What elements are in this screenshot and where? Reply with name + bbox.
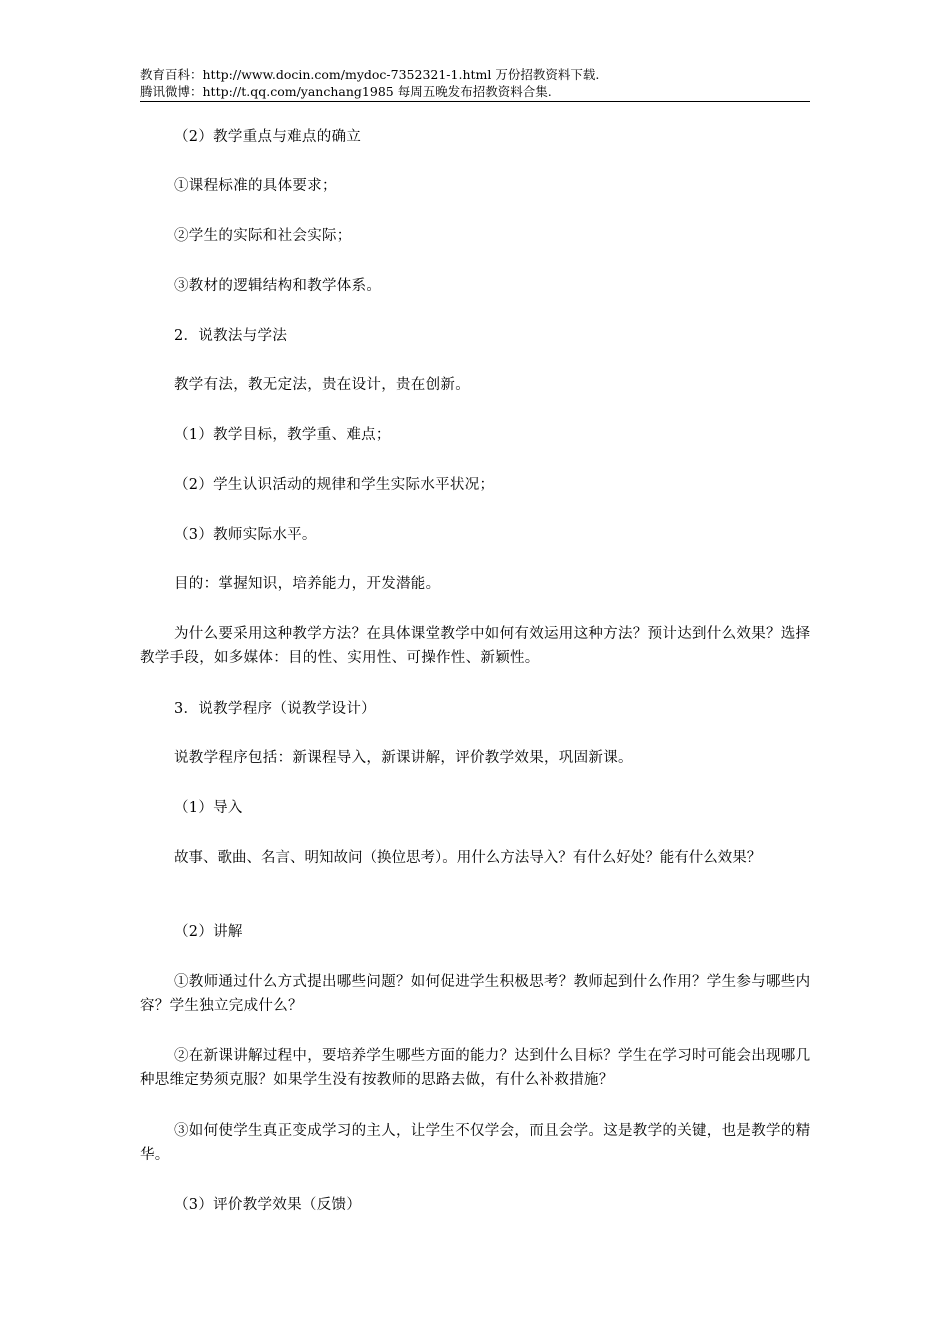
paragraph: （2）学生认识活动的规律和学生实际水平状况； — [174, 477, 495, 493]
paragraph: ①课程标准的具体要求； — [174, 178, 337, 194]
paragraph: （1）导入 — [174, 800, 243, 816]
paragraph: （3）评价教学效果（反馈） — [174, 1197, 362, 1213]
paragraph: （1）教学目标，教学重、难点； — [174, 427, 391, 443]
paragraph: ①教师通过什么方式提出哪些问题？如何促进学生积极思考？教师起到什么作用？学生参与哪些内容？学生独立完成什么？ — [140, 974, 811, 1014]
paragraph: ③如何使学生真正变成学习的主人，让学生不仅学会，而且会学。这是教学的关键，也是教学的精华。 — [140, 1123, 811, 1163]
paragraph: （2）教学重点与难点的确立 — [174, 129, 362, 145]
section-heading: 3．说教学程序（说教学设计） — [174, 701, 376, 717]
paragraph: 教学有法，教无定法，贵在设计，贵在创新。 — [174, 377, 470, 393]
paragraph: （2）讲解 — [174, 924, 243, 940]
section-heading: 2．说教法与学法 — [174, 328, 288, 344]
paragraph: ②学生的实际和社会实际； — [174, 228, 352, 244]
paragraph: ②在新课讲解过程中，要培养学生哪些方面的能力？达到什么目标？学生在学习时可能会出现哪几种思维定势须克服？如果学生没有按教师的思路去做，有什么补救措施？ — [140, 1048, 811, 1088]
paragraph: 说教学程序包括：新课程导入，新课讲解，评价教学效果，巩固新课。 — [174, 750, 633, 766]
paragraph: 故事、歌曲、名言、明知故问（换位思考）。用什么方法导入？有什么好处？能有什么效果？ — [174, 850, 762, 866]
header-line-1: 教育百科：http://www.docin.com/mydoc-7352321-1.html 万份招教资料下载. — [140, 67, 600, 82]
header-line-2: 腾讯微博：http://t.qq.com/yanchang1985 每周五晚发布招教资料合集. — [140, 84, 552, 99]
page-header — [140, 66, 810, 102]
paragraph: ③教材的逻辑结构和教学体系。 — [174, 278, 382, 294]
paragraph: 目的：掌握知识，培养能力，开发潜能。 — [174, 576, 441, 592]
paragraph: （3）教师实际水平。 — [174, 527, 317, 543]
paragraph: 为什么要采用这种教学方法？在具体课堂教学中如何有效运用这种方法？预计达到什么效果？选择教学手段，如多媒体：目的性、实用性、可操作性、新颖性。 — [140, 626, 811, 666]
